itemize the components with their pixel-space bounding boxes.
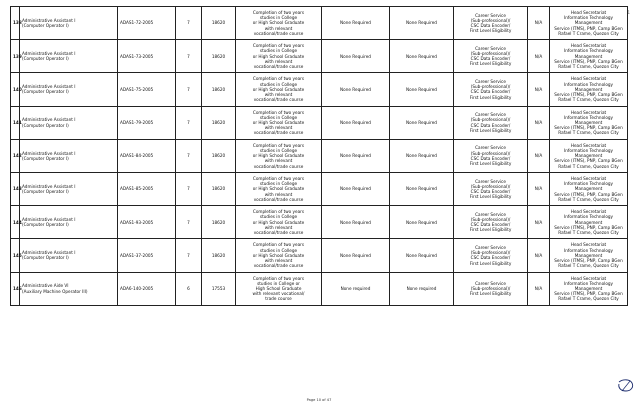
experience-requirement: None Required	[390, 172, 454, 205]
monthly-salary: 18620	[202, 139, 236, 172]
row-number: 139	[11, 40, 20, 73]
salary-grade: 7	[176, 172, 202, 205]
training-requirement: None Required	[322, 206, 390, 239]
education-requirement: Completion of two years studies in College or High School Graduate with relevant vocational/trade course	[236, 40, 322, 73]
place-of-assignment: Head Secretariat Information Technology Management Service (ITMS), PNP, Camp BGen Rafael T Crame, Quezon City	[550, 106, 628, 139]
salary-grade: 7	[176, 106, 202, 139]
position-title: Administrative Assistant I (Computer Operator I)	[20, 73, 118, 106]
salary-grade: 7	[176, 239, 202, 272]
competency: N/A	[528, 106, 550, 139]
monthly-salary: 18620	[202, 40, 236, 73]
eligibility-requirement: Career Service (Sub-professional)/ CSC Data Encoder/ First Level Eligibility	[454, 7, 528, 40]
row-number: 146	[11, 272, 20, 305]
place-of-assignment: Head Secretariat Information Technology Management Service (ITMS), PNP, Camp BGen Rafael T Crame, Quezon City	[550, 73, 628, 106]
handwritten-mark	[617, 379, 635, 393]
item-number: ADAS1-79-2005	[118, 106, 176, 139]
item-number: ADAS1-93-2005	[118, 206, 176, 239]
monthly-salary: 18620	[202, 239, 236, 272]
monthly-salary: 18620	[202, 206, 236, 239]
place-of-assignment: Head Secretariat Information Technology Management Service (ITMS), PNP, Camp BGen Rafael T Crame, Quezon City	[550, 40, 628, 73]
eligibility-requirement: Career Service (Sub-professional)/ CSC Data Encoder/ First Level Eligibility	[454, 139, 528, 172]
education-requirement: Completion of two years studies in College or High School Graduate with relevant vocational/trade course	[236, 239, 322, 272]
row-number: 140	[11, 73, 20, 106]
training-requirement: None Required	[322, 106, 390, 139]
salary-grade: 7	[176, 73, 202, 106]
table-row	[11, 7, 628, 40]
position-title: Administrative Assistant I (Computer Operator I)	[20, 7, 118, 40]
experience-requirement: None Required	[390, 7, 454, 40]
experience-requirement: None Required	[390, 40, 454, 73]
education-requirement: Completion of two years studies in College or High School Graduate with relevant vocational/trade course	[236, 73, 322, 106]
position-title: Administrative Assistant I (Computer Operator I)	[20, 239, 118, 272]
experience-requirement: None Required	[390, 73, 454, 106]
competency: N/A	[528, 172, 550, 205]
competency: N/A	[528, 73, 550, 106]
education-requirement: Completion of two years studies in College or High School Graduate with relevant vocational/trade course	[236, 7, 322, 40]
monthly-salary: 18620	[202, 172, 236, 205]
row-number: 143	[11, 172, 20, 205]
table-row	[11, 172, 628, 205]
competency: N/A	[528, 139, 550, 172]
competency: N/A	[528, 239, 550, 272]
salary-grade: 7	[176, 206, 202, 239]
eligibility-requirement: Career Service (Sub-professional)/ CSC Data Encoder/ First Level Eligibility	[454, 206, 528, 239]
place-of-assignment: Head Secretariat Information Technology Management Service (ITMS), PNP, Camp BGen Rafael T Crame, Quezon City	[550, 172, 628, 205]
item-number: ADAS1-75-2005	[118, 73, 176, 106]
eligibility-requirement: Career Service (Sub-professional)/ CSC Data Encoder/ First Level Eligibility	[454, 40, 528, 73]
position-title: Administrative Assistant I (Computer Operator I)	[20, 172, 118, 205]
monthly-salary: 18620	[202, 73, 236, 106]
table-row	[11, 272, 628, 305]
salary-grade: 7	[176, 7, 202, 40]
table-row	[11, 139, 628, 172]
row-number: 142	[11, 139, 20, 172]
salary-grade: 7	[176, 139, 202, 172]
item-number: ADAS1-85-2005	[118, 172, 176, 205]
position-title: Administrative Assistant I (Computer Operator I)	[20, 106, 118, 139]
place-of-assignment: Head Secretariat Information Technology Management Service (ITMS), PNP, Camp BGen Rafael T Crame, Quezon City	[550, 272, 628, 305]
page-footer: Page 10 of 47	[306, 398, 332, 402]
monthly-salary: 17553	[202, 272, 236, 305]
salary-grade: 6	[176, 272, 202, 305]
experience-requirement: None Required	[390, 139, 454, 172]
eligibility-requirement: Career Service (Sub-professional)/ CSC Data Encoder/ First Level Eligibility	[454, 73, 528, 106]
row-number: 138	[11, 7, 20, 40]
competency: N/A	[528, 272, 550, 305]
table-body	[11, 7, 628, 306]
training-requirement: None Required	[322, 7, 390, 40]
table-row	[11, 206, 628, 239]
table-row	[11, 73, 628, 106]
experience-requirement: None Required	[390, 106, 454, 139]
item-number: ADAS1-72-2005	[118, 7, 176, 40]
eligibility-requirement: Career Service (Sub-professional)/ CSC Data Encoder/ First Level Eligibility	[454, 106, 528, 139]
eligibility-requirement: Career Service (Sub-professional)/ CSC Data Encoder/ First Level Eligibility	[454, 172, 528, 205]
item-number: ADAS1-84-2005	[118, 139, 176, 172]
position-title: Administrative Assistant I (Computer Operator I)	[20, 139, 118, 172]
experience-requirement: None required	[390, 272, 454, 305]
table-row	[11, 40, 628, 73]
table-row	[11, 239, 628, 272]
training-requirement: None required	[322, 272, 390, 305]
training-requirement: None Required	[322, 139, 390, 172]
row-number: 141	[11, 106, 20, 139]
monthly-salary: 18620	[202, 7, 236, 40]
training-requirement: None Required	[322, 172, 390, 205]
row-number: 145	[11, 239, 20, 272]
eligibility-requirement: Career Service (Sub-professional)/ First Level Eligibility	[454, 272, 528, 305]
experience-requirement: None Required	[390, 239, 454, 272]
monthly-salary: 18620	[202, 106, 236, 139]
training-requirement: None Required	[322, 73, 390, 106]
place-of-assignment: Head Secretariat Information Technology Management Service (ITMS), PNP, Camp BGen Rafael T Crame, Quezon City	[550, 139, 628, 172]
education-requirement: Completion of two years studies in College or High School Graduate with relevant vocational/trade course	[236, 206, 322, 239]
item-number: ADAS1-73-2005	[118, 40, 176, 73]
education-requirement: Completion of two years studies in College or High School Graduate with relevant vocational/trade course	[236, 139, 322, 172]
position-title: Administrative Aide VI (Auxiliary Machine Operator III)	[20, 272, 118, 305]
item-number: ADA6-140-2005	[118, 272, 176, 305]
corner-mark: 1	[627, 10, 630, 15]
education-requirement: Completion of two years studies in College or High School Graduate with relevant vocational/trade course	[236, 172, 322, 205]
position-title: Administrative Assistant I (Computer Operator I)	[20, 206, 118, 239]
place-of-assignment: Head Secretariat Information Technology Management Service (ITMS), PNP, Camp BGen Rafael T Crame, Quezon City	[550, 206, 628, 239]
eligibility-requirement: Career Service (Sub-professional)/ CSC Data Encoder/ First Level Eligibility	[454, 239, 528, 272]
competency: N/A	[528, 206, 550, 239]
place-of-assignment: Head Secretariat Information Technology Management Service (ITMS), PNP, Camp BGen Rafael T Crame, Quezon City	[550, 7, 628, 40]
education-requirement: Completion of two years studies in College or High School Graduate with relevant vocational/ trade course	[236, 272, 322, 305]
positions-table	[10, 6, 628, 306]
training-requirement: None Required	[322, 40, 390, 73]
training-requirement: None Required	[322, 239, 390, 272]
place-of-assignment: Head Secretariat Information Technology Management Service (ITMS), PNP, Camp BGen Rafael T Crame, Quezon City	[550, 239, 628, 272]
item-number: ADAS1-37-2005	[118, 239, 176, 272]
table-row	[11, 106, 628, 139]
competency: N/A	[528, 7, 550, 40]
experience-requirement: None Required	[390, 206, 454, 239]
education-requirement: Completion of two years studies in College or High School Graduate with relevant vocational/trade course	[236, 106, 322, 139]
position-title: Administrative Assistant I (Computer Operator I)	[20, 40, 118, 73]
salary-grade: 7	[176, 40, 202, 73]
row-number: 144	[11, 206, 20, 239]
competency: N/A	[528, 40, 550, 73]
